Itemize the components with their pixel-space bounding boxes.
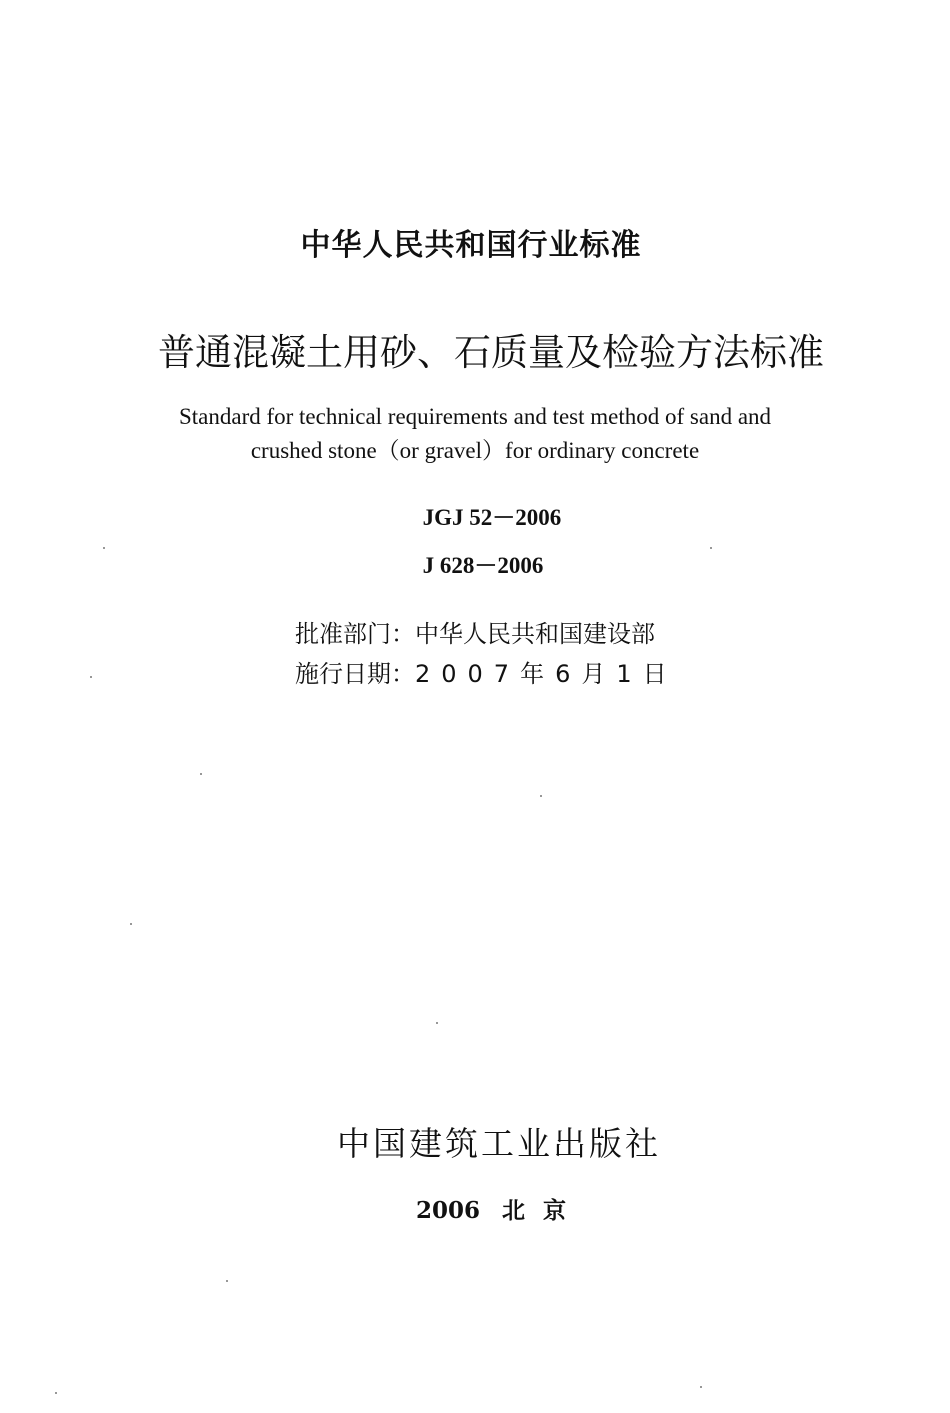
scan-speck (700, 1386, 702, 1388)
english-title-line-2: crushed stone（or gravel）for ordinary concrete (250, 438, 700, 463)
scan-speck (90, 676, 92, 678)
publication-year: 2006 (415, 1197, 480, 1224)
scan-speck (200, 773, 202, 775)
standard-category: 中华人民共和国行业标准 (300, 228, 642, 263)
english-title-line-1: Standard for technical requirements and test method of sand and (178, 404, 772, 429)
scan-speck (540, 795, 542, 797)
publication-city: 北京 (502, 1197, 584, 1224)
scan-speck (130, 923, 132, 925)
scan-speck (710, 547, 712, 549)
publication-year-city (25, 1192, 950, 1225)
effective-date-label: 施行日期： (295, 660, 415, 688)
scan-speck (436, 1022, 438, 1024)
scan-speck (103, 547, 105, 549)
publisher-name: 中国建筑工业出版社 (337, 1124, 661, 1163)
scan-speck (226, 1280, 228, 1282)
approval-department-label: 批准部门： (295, 620, 415, 648)
effective-date-row (295, 654, 678, 689)
standard-code-primary: JGJ 52－2006 (422, 505, 562, 530)
approval-department-value: 中华人民共和国建设部 (415, 620, 655, 648)
effective-date-value: 2007年6月1日 (415, 660, 678, 688)
standard-title-chinese: 普通混凝土用砂、石质量及检验方法标准 (158, 331, 824, 374)
standard-title-english (0, 400, 950, 468)
approval-department-row (295, 614, 655, 649)
scan-speck (55, 1392, 57, 1394)
standard-code-secondary: J 628－2006 (422, 553, 544, 578)
